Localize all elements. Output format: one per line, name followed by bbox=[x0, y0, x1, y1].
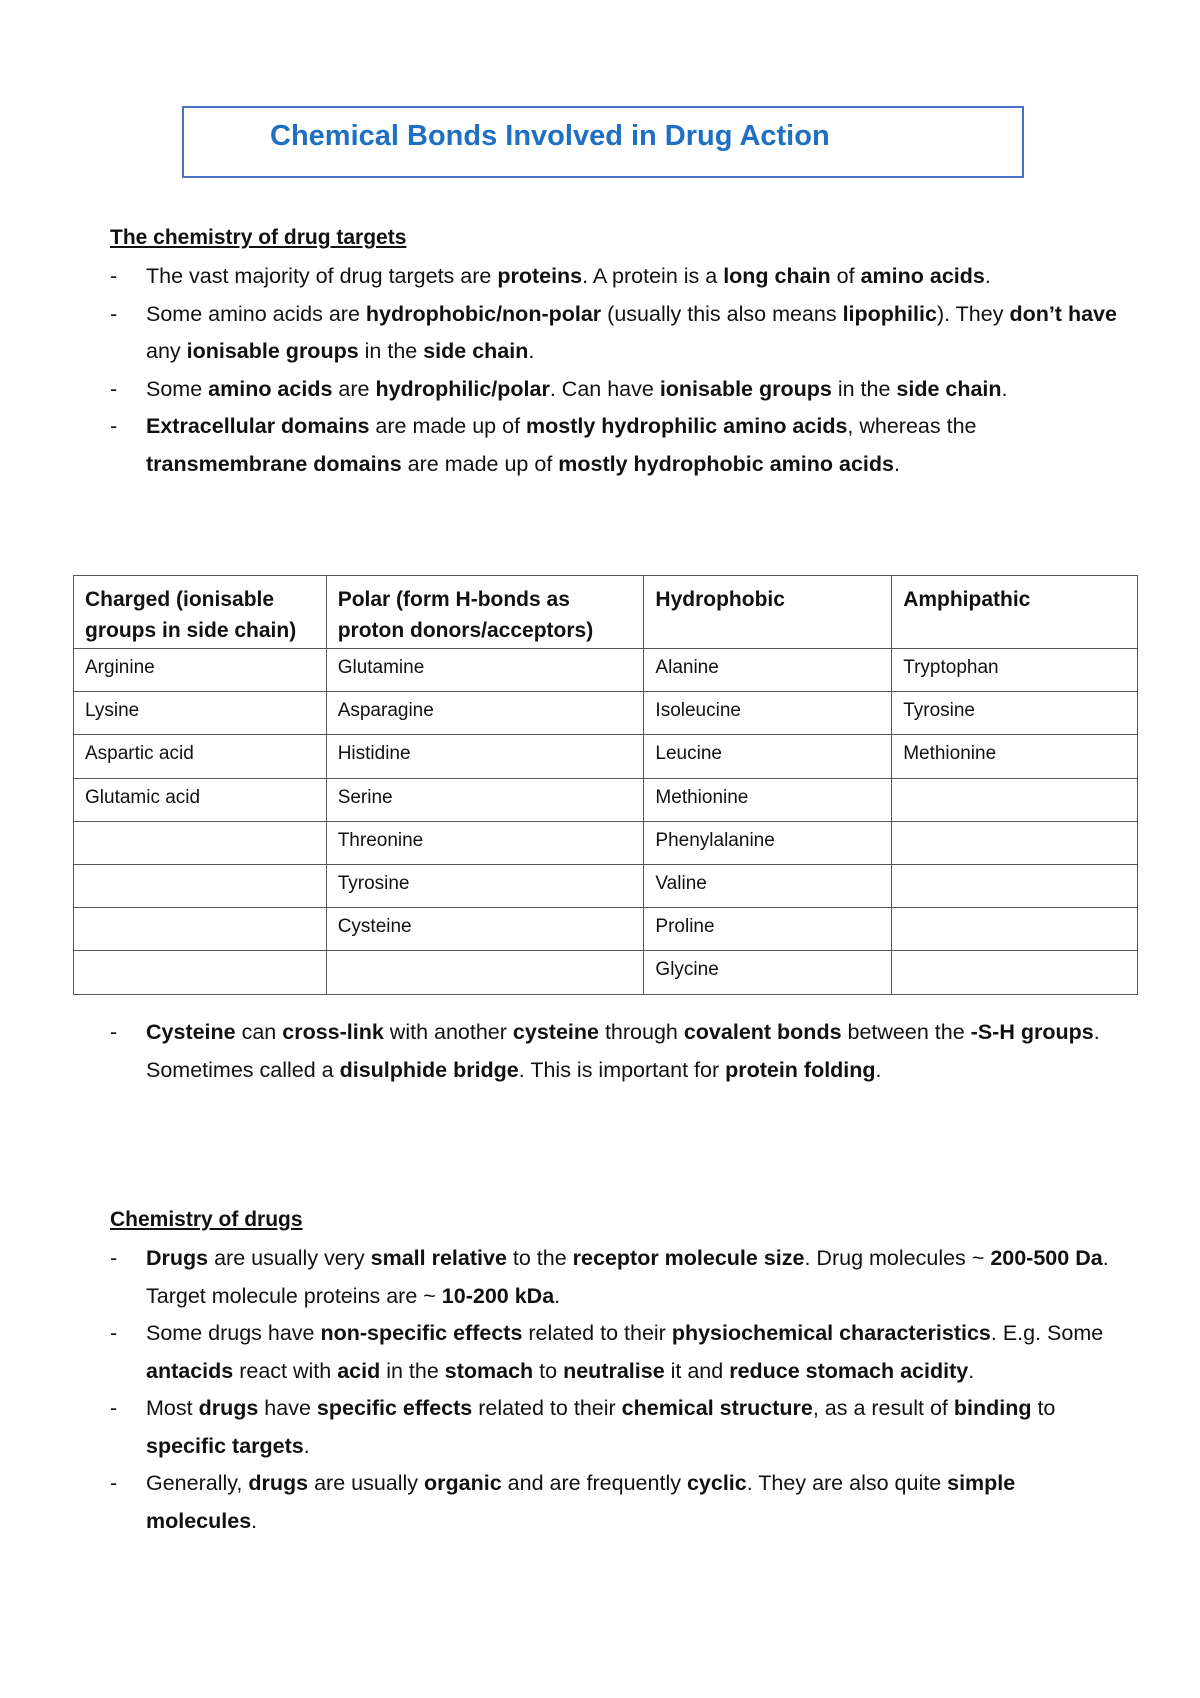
table-cell: Serine bbox=[326, 778, 644, 821]
table-cell: Tryptophan bbox=[892, 649, 1138, 692]
text-run: The vast majority of drug targets are bbox=[146, 264, 498, 288]
text-run: . bbox=[1001, 376, 1008, 401]
bullet-item bbox=[110, 1315, 1130, 1390]
table-cell bbox=[892, 778, 1138, 821]
text-run: Most bbox=[146, 1396, 199, 1420]
text-run: to bbox=[533, 1358, 564, 1383]
section-heading-chemistry-of-drugs: Chemistry of drugs bbox=[110, 1208, 303, 1231]
text-run: , whereas the bbox=[847, 414, 977, 438]
cysteine-note-list bbox=[110, 1014, 1130, 1089]
bold-term: cross-link bbox=[282, 1020, 384, 1044]
bullet-dash: - bbox=[110, 301, 118, 326]
text-run: . bbox=[893, 451, 900, 476]
bold-term: physiochemical characteristics bbox=[671, 1321, 991, 1345]
bullet-dash: - bbox=[110, 376, 118, 401]
table-cell: Leucine bbox=[644, 735, 892, 778]
bold-term: hydrophobic/non-polar bbox=[365, 301, 602, 326]
text-run: . Target molecule proteins are ~ bbox=[146, 1246, 1109, 1308]
bold-term: disulphide bridge bbox=[339, 1057, 519, 1082]
bold-term: 10-200 kDa bbox=[441, 1283, 555, 1308]
table-row bbox=[74, 908, 1138, 951]
text-run: are usually bbox=[308, 1471, 425, 1495]
table-cell: Isoleucine bbox=[644, 692, 892, 735]
bold-term: antacids bbox=[146, 1358, 234, 1383]
bold-term: transmembrane domains bbox=[146, 451, 402, 476]
table-cell: Asparagine bbox=[326, 692, 644, 735]
text-run: in the bbox=[358, 339, 424, 363]
bold-term: covalent bonds bbox=[683, 1020, 842, 1044]
bold-term: lipophilic bbox=[842, 301, 937, 326]
table-cell: Methionine bbox=[892, 735, 1138, 778]
text-run: and are frequently bbox=[501, 1471, 687, 1495]
bold-term: 200-500 Da bbox=[990, 1246, 1103, 1270]
header-hydrophobic: Hydrophobic bbox=[644, 576, 892, 649]
chemistry-of-drugs-list bbox=[110, 1240, 1130, 1540]
table-cell: Lysine bbox=[74, 692, 327, 735]
text-run: with another bbox=[383, 1020, 513, 1044]
table-cell bbox=[74, 864, 327, 907]
table-cell: Glycine bbox=[644, 951, 892, 994]
text-run: , as a result of bbox=[812, 1396, 954, 1420]
table-cell bbox=[892, 908, 1138, 951]
table-cell: Glutamine bbox=[326, 649, 644, 692]
table-cell: Aspartic acid bbox=[74, 735, 327, 778]
bold-term: Extracellular domains bbox=[146, 414, 370, 438]
table-cell: Threonine bbox=[326, 821, 644, 864]
bullet-item bbox=[110, 1390, 1130, 1465]
bold-term: non-specific effects bbox=[320, 1321, 523, 1345]
text-run: . bbox=[968, 1358, 975, 1383]
text-run: . bbox=[554, 1283, 561, 1308]
bold-term: ionisable groups bbox=[659, 376, 832, 401]
text-run: between the bbox=[841, 1020, 971, 1044]
table-cell: Tyrosine bbox=[892, 692, 1138, 735]
table-row bbox=[74, 821, 1138, 864]
bold-term: specific effects bbox=[316, 1396, 473, 1420]
bold-term: drugs bbox=[198, 1396, 259, 1420]
bullet-item bbox=[110, 408, 1130, 483]
table-cell bbox=[74, 908, 327, 951]
text-run: . bbox=[528, 339, 535, 363]
text-run: to bbox=[1031, 1396, 1056, 1420]
bullet-item bbox=[110, 371, 1130, 409]
bold-term: reduce stomach acidity bbox=[729, 1358, 969, 1383]
table-cell: Valine bbox=[644, 864, 892, 907]
text-run: to the bbox=[506, 1246, 573, 1270]
table-cell: Cysteine bbox=[326, 908, 644, 951]
table-row bbox=[74, 649, 1138, 692]
header-charged: Charged (ionisable groups in side chain) bbox=[74, 576, 327, 649]
text-run: of bbox=[830, 264, 861, 288]
bold-term: drugs bbox=[248, 1471, 309, 1495]
text-run: through bbox=[598, 1020, 684, 1044]
document-title: Chemical Bonds Involved in Drug Action bbox=[270, 120, 830, 152]
text-run: . bbox=[303, 1433, 310, 1458]
text-run: in the bbox=[380, 1358, 445, 1383]
table-cell: Tyrosine bbox=[326, 864, 644, 907]
text-run: Generally, bbox=[146, 1471, 249, 1495]
bold-term: stomach bbox=[444, 1358, 534, 1383]
bold-term: amino acids bbox=[208, 376, 333, 401]
bold-term: cyclic bbox=[686, 1471, 747, 1495]
bold-term: simple molecules bbox=[146, 1471, 1016, 1533]
text-run: react with bbox=[233, 1358, 338, 1383]
bold-term: Drugs bbox=[146, 1246, 209, 1270]
bold-term: ionisable groups bbox=[186, 339, 359, 363]
bold-term: specific targets bbox=[146, 1433, 304, 1458]
text-run: are made up of bbox=[369, 414, 527, 438]
table-cell: Arginine bbox=[74, 649, 327, 692]
table-row bbox=[74, 778, 1138, 821]
bullet-item bbox=[110, 1240, 1130, 1315]
table-cell: Methionine bbox=[644, 778, 892, 821]
text-run: Some amino acids are bbox=[146, 301, 366, 326]
bold-term: neutralise bbox=[563, 1358, 665, 1383]
bold-term: receptor molecule size bbox=[572, 1246, 805, 1270]
text-run: ). They bbox=[936, 301, 1010, 326]
table-cell bbox=[892, 951, 1138, 994]
table-row bbox=[74, 692, 1138, 735]
bold-term: side chain bbox=[896, 376, 1002, 401]
drug-targets-list bbox=[110, 258, 1130, 483]
text-run: . This is important for bbox=[518, 1057, 726, 1082]
bullet-dash: - bbox=[110, 1321, 118, 1345]
table-row bbox=[74, 735, 1138, 778]
table-cell bbox=[892, 864, 1138, 907]
bold-term: mostly hydrophilic amino acids bbox=[526, 414, 848, 438]
bold-term: don’t have bbox=[1009, 301, 1117, 326]
table-cell bbox=[892, 821, 1138, 864]
text-run: . bbox=[984, 264, 991, 288]
table-cell: Glutamic acid bbox=[74, 778, 327, 821]
amino-acid-table bbox=[73, 575, 1138, 995]
text-run: . bbox=[875, 1057, 882, 1082]
text-run: . A protein is a bbox=[582, 264, 724, 288]
table-cell: Alanine bbox=[644, 649, 892, 692]
text-run: can bbox=[235, 1020, 283, 1044]
text-run: . E.g. Some bbox=[990, 1321, 1104, 1345]
bold-term: acid bbox=[337, 1358, 381, 1383]
bold-term: proteins bbox=[497, 264, 583, 288]
bold-term: long chain bbox=[723, 264, 831, 288]
bold-term: binding bbox=[953, 1396, 1032, 1420]
table-row bbox=[74, 951, 1138, 994]
table-cell bbox=[74, 951, 327, 994]
text-run: have bbox=[258, 1396, 317, 1420]
bold-term: organic bbox=[424, 1471, 502, 1495]
title-box bbox=[182, 106, 1024, 178]
bold-term: protein folding bbox=[725, 1057, 876, 1082]
text-run: are made up of bbox=[401, 451, 559, 476]
section-heading-drug-targets: The chemistry of drug targets bbox=[110, 226, 407, 249]
text-run: (usually this also means bbox=[601, 301, 843, 326]
bold-term: amino acids bbox=[860, 264, 985, 288]
text-run: any bbox=[146, 339, 187, 363]
table-body bbox=[74, 649, 1138, 995]
bullet-dash: - bbox=[110, 414, 118, 438]
bold-term: -S-H groups bbox=[970, 1020, 1094, 1044]
text-run: Some bbox=[146, 376, 209, 401]
table-row bbox=[74, 864, 1138, 907]
bullet-dash: - bbox=[110, 1246, 118, 1270]
text-run: . Can have bbox=[549, 376, 660, 401]
bullet-dash: - bbox=[110, 264, 118, 288]
bullet-item bbox=[110, 296, 1130, 371]
bullet-dash: - bbox=[110, 1020, 118, 1044]
text-run: are bbox=[332, 376, 376, 401]
header-amphipathic: Amphipathic bbox=[892, 576, 1138, 649]
text-run: Some drugs have bbox=[146, 1321, 321, 1345]
text-run: . Sometimes called a bbox=[146, 1020, 1100, 1082]
text-run: . Drug molecules ~ bbox=[804, 1246, 991, 1270]
text-run: related to their bbox=[522, 1321, 672, 1345]
bullet-item bbox=[110, 1014, 1130, 1089]
bullet-item bbox=[110, 1465, 1130, 1540]
table-cell: Histidine bbox=[326, 735, 644, 778]
bullet-dash: - bbox=[110, 1396, 118, 1420]
bold-term: mostly hydrophobic amino acids bbox=[558, 451, 894, 476]
bullet-dash: - bbox=[110, 1471, 118, 1495]
text-run: . bbox=[251, 1508, 258, 1533]
table-cell: Proline bbox=[644, 908, 892, 951]
table-cell: Phenylalanine bbox=[644, 821, 892, 864]
text-run: . They are also quite bbox=[746, 1471, 948, 1495]
bold-term: hydrophilic/polar bbox=[375, 376, 550, 401]
text-run: are usually very bbox=[208, 1246, 371, 1270]
text-run: it and bbox=[664, 1358, 730, 1383]
bullet-item bbox=[110, 258, 1130, 296]
bold-term: cysteine bbox=[512, 1020, 599, 1044]
bold-term: small relative bbox=[370, 1246, 507, 1270]
bold-term: chemical structure bbox=[621, 1396, 813, 1420]
table-cell bbox=[326, 951, 644, 994]
table-cell bbox=[74, 821, 327, 864]
header-polar: Polar (form H-bonds as proton donors/acceptors) bbox=[326, 576, 644, 649]
bold-term: Cysteine bbox=[146, 1020, 236, 1044]
table-header-row bbox=[74, 576, 1138, 649]
text-run: related to their bbox=[472, 1396, 622, 1420]
text-run: in the bbox=[831, 376, 897, 401]
bold-term: side chain bbox=[423, 339, 529, 363]
